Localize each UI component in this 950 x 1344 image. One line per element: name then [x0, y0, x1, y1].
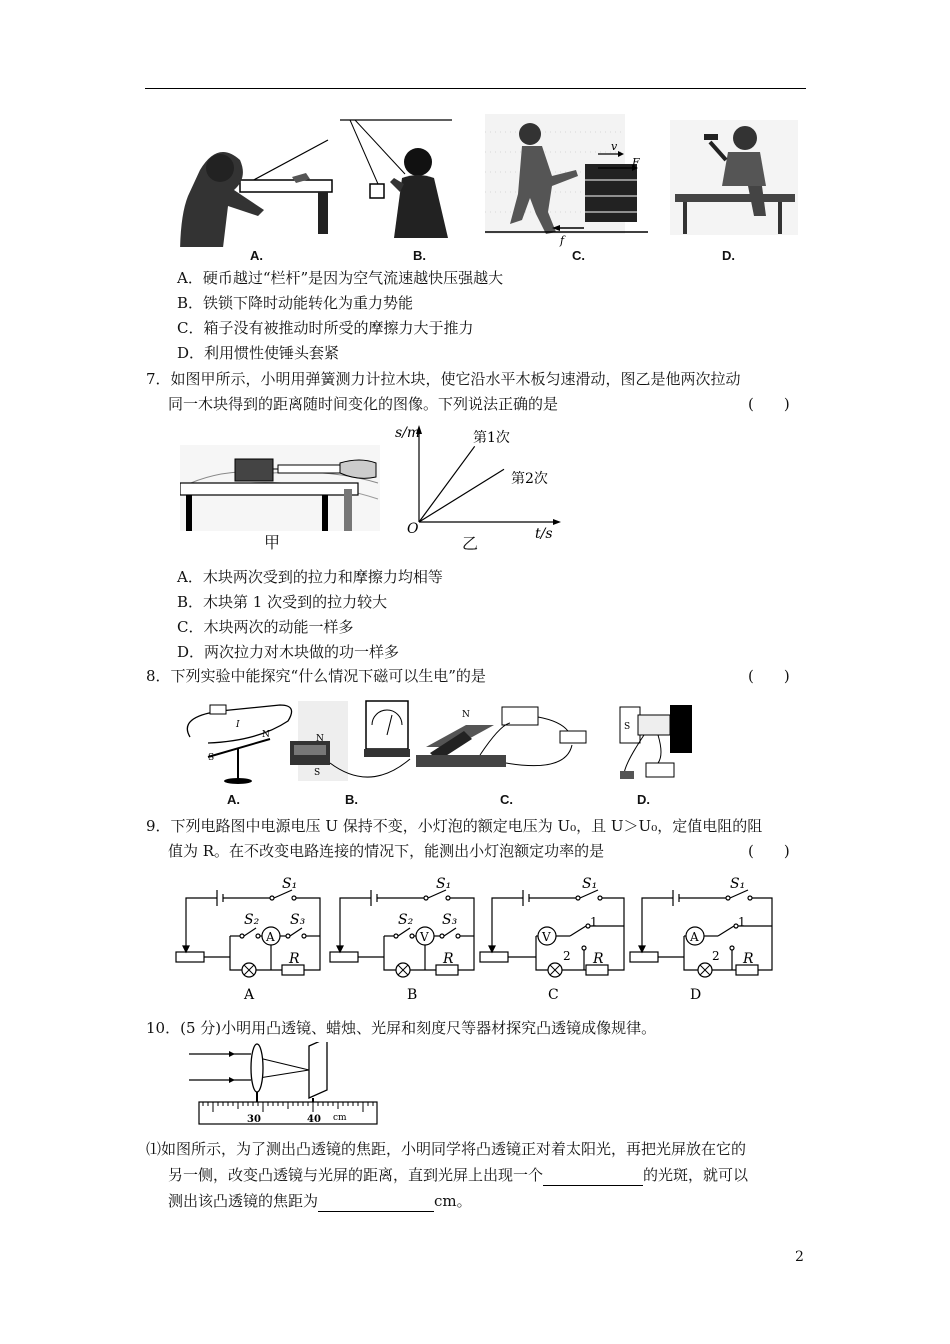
q8-fig-b: [290, 701, 410, 781]
q8-fig-c: [416, 707, 586, 767]
q8-fig-b-s: S: [314, 768, 321, 778]
q6-fig-label-b: B.: [413, 248, 426, 263]
q7-option-b: B．木块第 1 次受到的拉力较大: [177, 593, 388, 611]
q10-sub1-line3-a: 测出该凸透镜的焦距为: [168, 1192, 319, 1210]
q9-c-s1: S₁: [582, 876, 598, 892]
q8-fig-label-a: A.: [227, 792, 240, 807]
q9-circuit-label-a: A: [244, 987, 255, 1003]
q7-option-c: C．木块两次的动能一样多: [177, 618, 354, 636]
q10-sub1-line2: [168, 1164, 748, 1186]
q10-ruler-30: 30: [247, 1114, 261, 1125]
q10-lens-figure: [185, 1042, 385, 1132]
q8-fig-a-s: S: [208, 753, 215, 763]
q9-stem-line1: 9．下列电路图中电源电压 U 保持不变，小灯泡的额定电压为 U₀，且 U＞U₀，定值电阻的阻: [146, 817, 763, 835]
q9-d-contact1: 1: [738, 915, 746, 929]
q9-c-contact2: 2: [563, 949, 571, 963]
q9-circuits: [172, 868, 792, 1003]
chart-series-label-1: 第1次: [473, 430, 510, 446]
q7-option-a: A．木块两次受到的拉力和摩擦力均相等: [177, 568, 443, 586]
q9-circuit-label-d: D: [690, 987, 702, 1003]
q7-fig-yi-chart: [395, 420, 570, 550]
chart-series-label-2: 第2次: [511, 471, 548, 487]
q6-fig-a: [180, 140, 332, 247]
q6-fig-c-f-label: f: [560, 234, 565, 247]
q7-fig-jia: [180, 445, 380, 531]
q8-fig-a-n: N: [262, 730, 270, 740]
q6-fig-c-v-label: v: [611, 140, 618, 153]
q7-fig-yi-label: 乙: [462, 534, 479, 553]
q9-d-r: R: [743, 951, 754, 967]
q6-fig-label-a: A.: [250, 248, 263, 263]
q10-sub1-line3-b: cm。: [434, 1192, 472, 1210]
q6-fig-b: [340, 120, 452, 238]
q9-b-r: R: [443, 951, 454, 967]
q8-fig-a-i: I: [236, 720, 240, 730]
chart-x-axis-arrow: [553, 519, 561, 525]
q10-sub1-line2-b: 的光斑，就可以: [643, 1166, 749, 1184]
q10-blank-focal-length[interactable]: [318, 1193, 434, 1212]
q9-d-ammeter: A: [690, 930, 699, 944]
q9-answer-paren: ( ): [748, 842, 790, 860]
q7-answer-paren: ( ): [748, 395, 790, 413]
q7-option-d: D．两次拉力对木块做的功一样多: [177, 643, 400, 661]
q6-option-d: D．利用惯性使锤头套紧: [177, 344, 340, 362]
q9-c-voltmeter: V: [542, 930, 551, 944]
q8-fig-label-b: B.: [345, 792, 358, 807]
q6-option-c: C．箱子没有被推动时所受的摩擦力大于推力: [177, 319, 474, 337]
chart-x-label: t/s: [535, 526, 553, 542]
q9-a-ammeter: A: [266, 930, 275, 944]
q9-d-s1: S₁: [730, 876, 746, 892]
chart-series-line-1: [419, 446, 475, 522]
q9-a-s3: S₃: [290, 912, 306, 928]
q7-fig-jia-label: 甲: [264, 533, 281, 552]
q7-stem-line1: 7．如图甲所示，小明用弹簧测力计拉木块，使它沿水平木板匀速滑动，图乙是他两次拉动: [146, 370, 741, 388]
q8-stem: 8．下列实验中能探究“什么情况下磁可以生电”的是: [146, 667, 486, 685]
q7-stem-line2: 同一木块得到的距离随时间变化的图像。下列说法正确的是: [168, 395, 559, 413]
q9-circuit-label-b: B: [407, 987, 418, 1003]
q9-b-s2: S₂: [398, 912, 414, 928]
header-rule: [145, 88, 806, 89]
q9-d-contact2: 2: [712, 949, 720, 963]
q10-sub1-line1: ⑴如图所示，为了测出凸透镜的焦距，小明同学将凸透镜正对着太阳光，再把光屏放在它的: [146, 1140, 747, 1158]
q9-b-s1: S₁: [436, 876, 452, 892]
q9-circuit-label-c: C: [548, 987, 559, 1003]
q10-ruler-40: 40: [307, 1114, 321, 1125]
q8-fig-a: [187, 705, 291, 784]
q6-figures: [180, 112, 800, 247]
q6-fig-c-F-label: F: [632, 156, 640, 169]
q6-option-a: A．硬币越过“栏杆”是因为空气流速越快压强越大: [177, 269, 504, 287]
chart-series-line-2: [419, 469, 504, 522]
q9-b-s3: S₃: [442, 912, 458, 928]
q8-fig-label-d: D.: [637, 792, 650, 807]
q6-option-b: B．铁锁下降时动能转化为重力势能: [177, 294, 414, 312]
q10-stem: 10．(5 分)小明用凸透镜、蜡烛、光屏和刻度尺等器材探究凸透镜成像规律。: [146, 1019, 657, 1037]
q8-answer-paren: ( ): [748, 667, 790, 685]
q9-a-s2: S₂: [244, 912, 260, 928]
q9-c-r: R: [593, 951, 604, 967]
q8-figures: [180, 695, 700, 791]
q8-fig-d-s: S: [624, 722, 631, 732]
q6-fig-d: [670, 120, 798, 235]
q8-fig-c-n: N: [462, 710, 470, 720]
chart-origin-label: O: [407, 521, 419, 537]
q6-fig-c: [485, 114, 648, 247]
q9-b-voltmeter: V: [420, 930, 429, 944]
q9-c-contact1: 1: [590, 915, 598, 929]
q10-blank-spot[interactable]: [543, 1167, 643, 1186]
q9-stem-line2: 值为 R。在不改变电路连接的情况下，能测出小灯泡额定功率的是: [168, 842, 605, 860]
q10-sub1-line2-a: 另一侧，改变凸透镜与光屏的距离，直到光屏上出现一个: [168, 1166, 544, 1184]
q6-fig-label-d: D.: [722, 248, 735, 263]
q9-a-r: R: [289, 951, 300, 967]
q6-fig-label-c: C.: [572, 248, 585, 263]
chart-y-label: s/m: [395, 425, 421, 441]
q8-fig-d: [620, 705, 692, 779]
q9-a-s1: S₁: [282, 876, 298, 892]
q10-sub1-line3: [168, 1190, 472, 1212]
page-number: 2: [795, 1249, 804, 1265]
q10-ruler-unit: cm: [333, 1113, 347, 1123]
q8-fig-b-n: N: [316, 734, 324, 744]
q8-fig-label-c: C.: [500, 792, 513, 807]
